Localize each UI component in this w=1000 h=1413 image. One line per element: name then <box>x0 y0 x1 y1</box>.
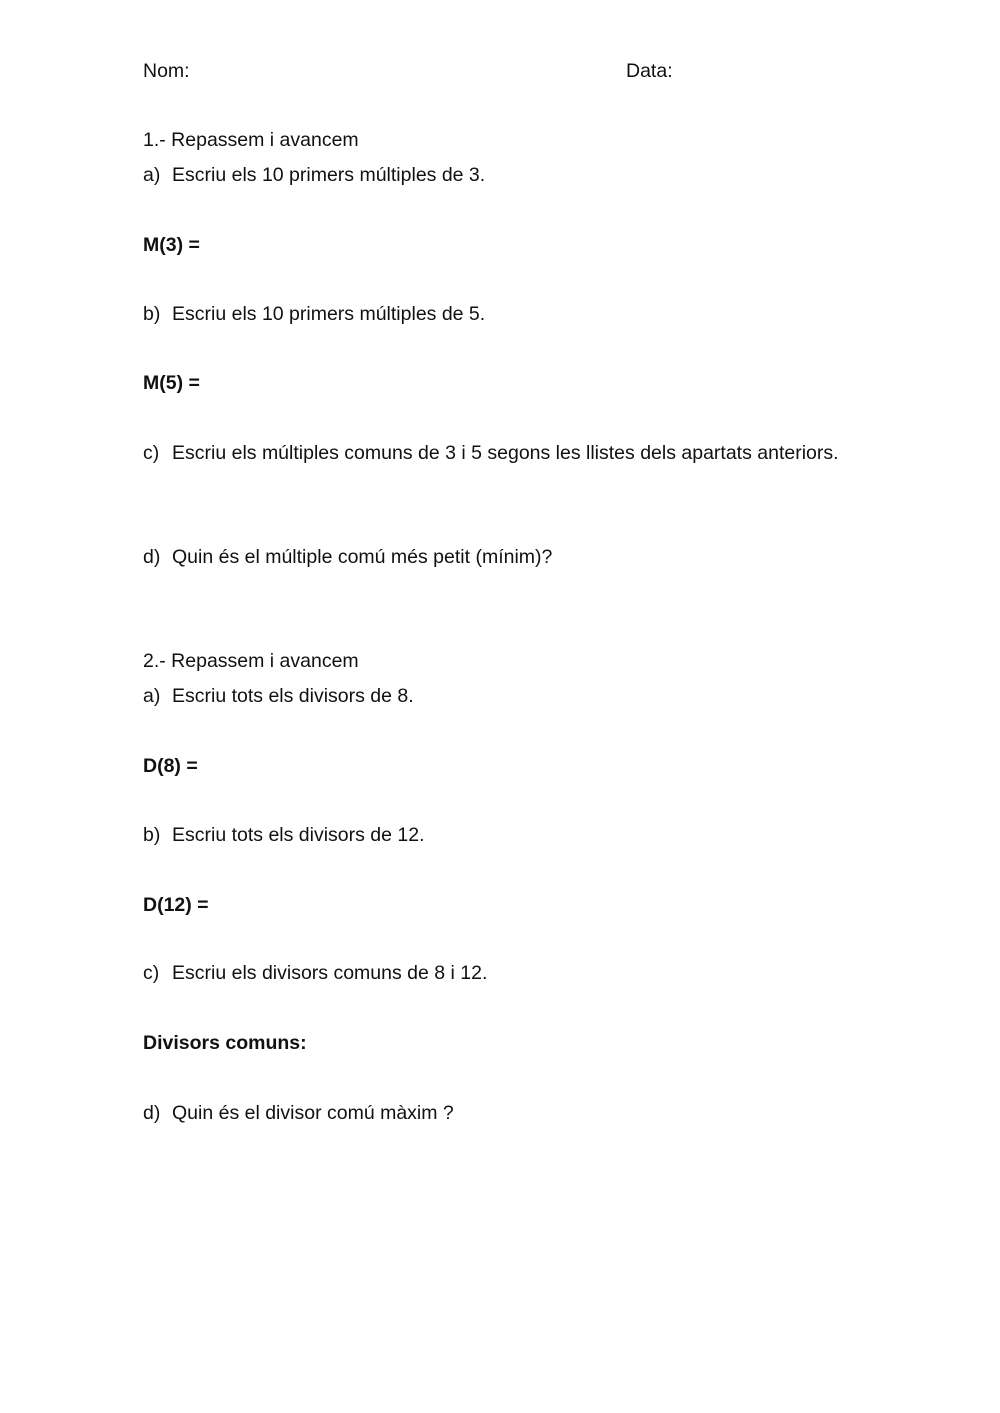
question-label: a) <box>143 164 161 186</box>
question-label: d) <box>143 1102 161 1124</box>
section1-question-d <box>143 545 552 569</box>
question-text: Escriu els múltiples comuns de 3 i 5 segons les llistes dels apartats anteriors. <box>172 442 839 464</box>
question-text: Escriu els divisors comuns de 8 i 12. <box>172 962 488 984</box>
d8-answer-label: D(8) = <box>143 755 198 777</box>
common-divisors-label: Divisors comuns: <box>143 1032 307 1054</box>
question-label: b) <box>143 824 161 846</box>
question-label: c) <box>143 962 160 984</box>
question-label: c) <box>143 442 160 464</box>
d12-answer-label: D(12) = <box>143 894 209 916</box>
section2-question-c <box>143 961 487 985</box>
section2-question-b <box>143 823 425 847</box>
m3-answer-label: M(3) = <box>143 234 200 256</box>
question-text: Quin és el divisor comú màxim ? <box>172 1102 454 1124</box>
question-label: a) <box>143 685 161 707</box>
m5-answer-label: M(5) = <box>143 372 200 394</box>
question-label: d) <box>143 546 161 568</box>
section1-question-b <box>143 302 485 326</box>
question-text: Escriu tots els divisors de 12. <box>172 824 425 846</box>
section1-question-a <box>143 163 485 187</box>
question-text: Quin és el múltiple comú més petit (mínim)? <box>172 546 553 568</box>
question-text: Escriu tots els divisors de 8. <box>172 685 414 707</box>
question-text: Escriu els 10 primers múltiples de 5. <box>172 303 486 325</box>
question-label: b) <box>143 303 161 325</box>
question-text: Escriu els 10 primers múltiples de 3. <box>172 164 486 186</box>
date-label: Data: <box>626 60 673 82</box>
section2-title: 2.- Repassem i avancem <box>143 650 359 672</box>
section1-title: 1.- Repassem i avancem <box>143 129 359 151</box>
name-label: Nom: <box>143 60 190 82</box>
section2-question-a <box>143 684 414 708</box>
section1-question-c <box>143 441 839 465</box>
section2-question-d <box>143 1101 454 1125</box>
